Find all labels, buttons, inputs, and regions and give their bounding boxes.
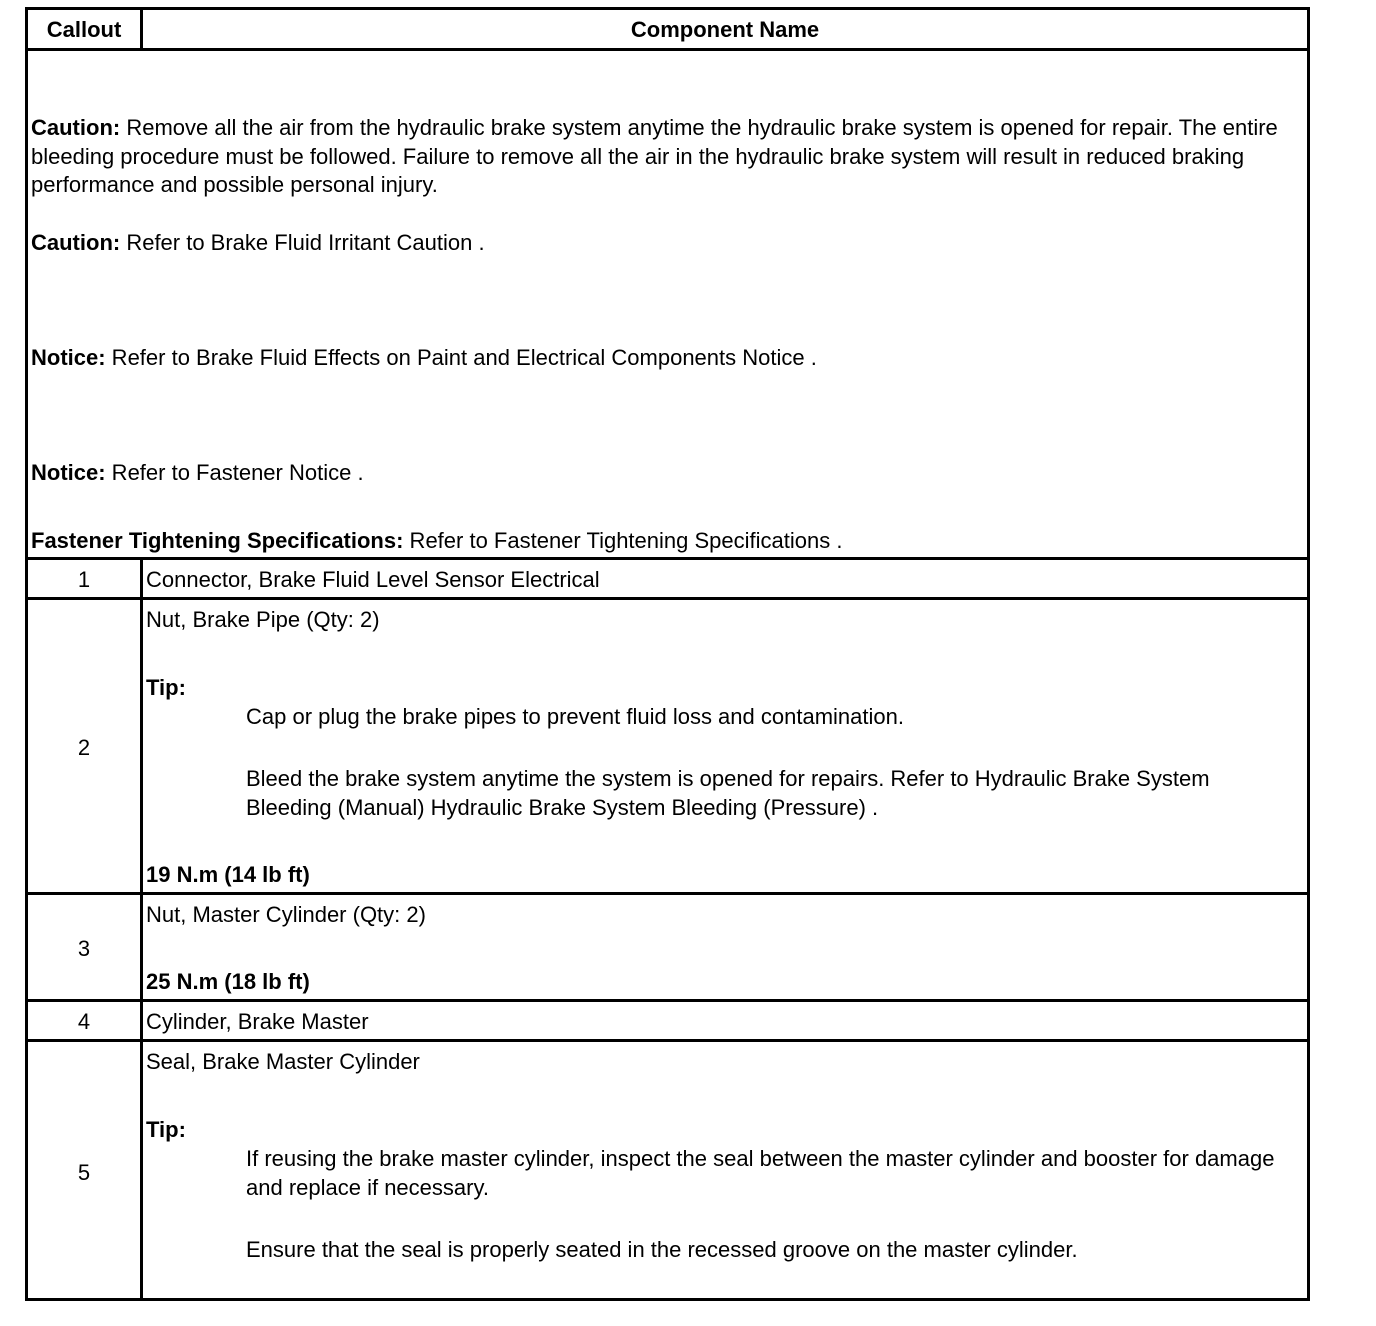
tip-text: If reusing the brake master cylinder, inspect the seal between the master cylinder and booster for damage and replace if necessary. xyxy=(246,1146,1275,1200)
divider xyxy=(28,1039,1307,1042)
callout-number: 5 xyxy=(77,1160,91,1185)
callout-number: 3 xyxy=(77,936,91,961)
tip-text: Cap or plug the brake pipes to prevent fluid loss and contamination. xyxy=(246,704,904,729)
callout-number: 1 xyxy=(77,567,91,592)
component-name: Connector, Brake Fluid Level Sensor Electrical xyxy=(146,567,600,592)
divider xyxy=(28,557,1307,560)
callout-number: 2 xyxy=(77,735,91,760)
caution-note: Caution: Refer to Brake Fluid Irritant Caution . xyxy=(31,230,485,255)
column-divider xyxy=(140,10,143,51)
tip-label: Tip: xyxy=(146,1117,186,1142)
header-component-name: Component Name xyxy=(630,17,820,42)
component-name: Nut, Brake Pipe (Qty: 2) xyxy=(146,607,380,632)
divider xyxy=(28,892,1307,895)
notice-note: Notice: Refer to Brake Fluid Effects on Paint and Electrical Components Notice . xyxy=(31,345,817,370)
divider xyxy=(28,597,1307,600)
callout-number: 4 xyxy=(77,1009,91,1034)
torque-spec: 25 N.m (18 lb ft) xyxy=(146,969,310,994)
tip-label: Tip: xyxy=(146,675,186,700)
torque-spec: 19 N.m (14 lb ft) xyxy=(146,862,310,887)
fastener-spec-note: Fastener Tightening Specifications: Refer to Fastener Tightening Specifications . xyxy=(31,528,843,553)
tip-text: Bleed the brake system anytime the system is opened for repairs. Refer to Hydraulic Brake System Bleeding (Manual) Hydraulic Brake System Bleeding (Pressure) . xyxy=(246,766,1210,820)
header-callout: Callout xyxy=(46,17,122,42)
tip-text: Ensure that the seal is properly seated in the recessed groove on the master cylinder. xyxy=(246,1237,1078,1262)
component-table xyxy=(25,7,1310,1301)
component-name: Nut, Master Cylinder (Qty: 2) xyxy=(146,902,426,927)
column-divider xyxy=(140,557,143,1301)
divider xyxy=(28,999,1307,1002)
component-name: Cylinder, Brake Master xyxy=(146,1009,369,1034)
notice-note: Notice: Refer to Fastener Notice . xyxy=(31,460,364,485)
divider xyxy=(28,48,1307,51)
caution-note: Caution: Remove all the air from the hydraulic brake system anytime the hydraulic brake system is opened for repair. The entire bleeding procedure must be followed. Failure to remove all the air in the hydraulic brake system will result in reduced braking performance and possible personal injury. xyxy=(31,115,1278,197)
component-name: Seal, Brake Master Cylinder xyxy=(146,1049,420,1074)
